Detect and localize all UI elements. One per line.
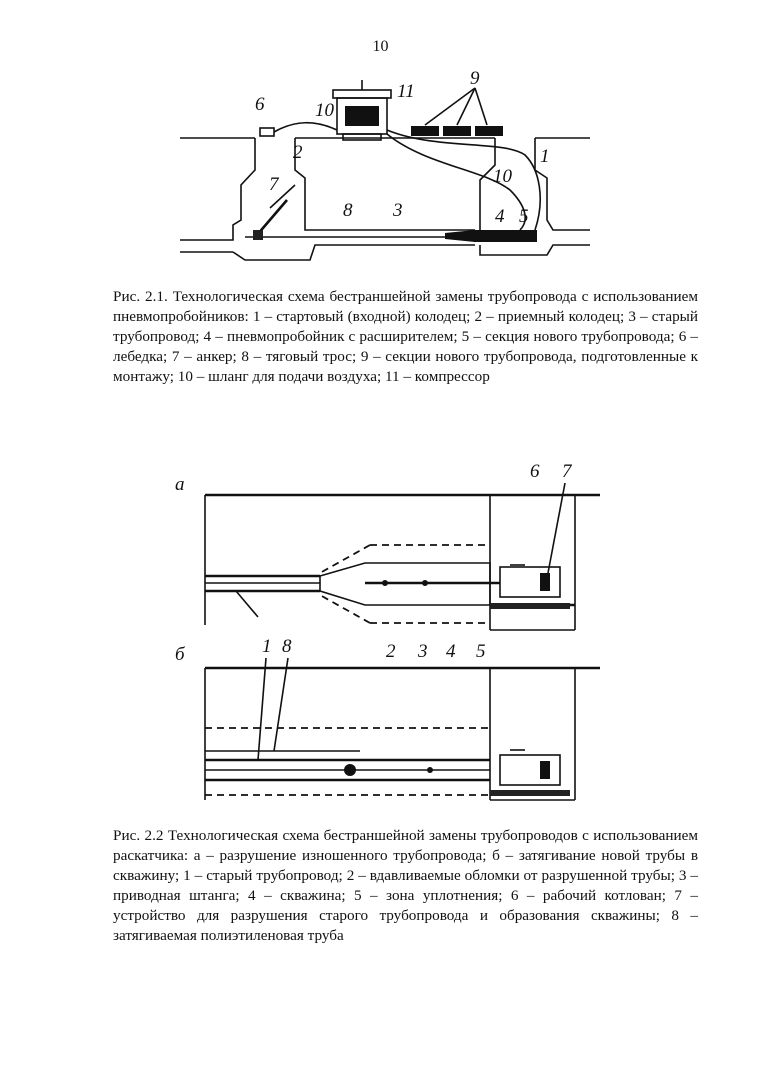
figure-1-label: 6 — [255, 94, 265, 115]
figure-1-label: 7 — [269, 174, 279, 195]
figure-1-label: 8 — [343, 200, 353, 221]
figure-1-label: 11 — [397, 81, 415, 102]
figure-2a-label: 7 — [562, 461, 572, 482]
figure-1-label: 3 — [393, 200, 403, 221]
figure-1-label: 10 — [493, 166, 512, 187]
figure-2a-label: 4 — [446, 641, 456, 662]
figure-2a-label: 5 — [476, 641, 486, 662]
figure-2-1-diagram — [175, 70, 595, 270]
figure-1-label: 9 — [470, 70, 480, 89]
figure-1-label: 2 — [293, 142, 303, 163]
panel-a-label: а — [175, 474, 185, 495]
figure-2-2-diagram — [170, 455, 610, 815]
figure-2a-label: 3 — [418, 641, 428, 662]
page-number: 10 — [372, 38, 389, 55]
figure-2-1-caption: Рис. 2.1. Технологическая схема бестраншейной замены трубопровода с использованием пневмопробойников: 1 – стартовый (входной) колодец; 2 – приемный колодец; 3 – старый трубопровод; 4 – пневмопробойник с расширителем; 5 – секция нового трубопровода; 6 – лебедка; 7 – анкер; 8 – тяговый трос; 9 – секции нового трубопровода, подготовленные к монтажу; 10 – шланг для подачи воздуха; 11 – компрессор — [113, 288, 698, 385]
figure-1-label: 10 — [315, 100, 334, 121]
figure-1-label: 4 — [495, 206, 505, 227]
figure-1-label: 5 — [519, 206, 529, 227]
figure-1-label: 1 — [540, 146, 550, 167]
figure-2b-label: 1 — [262, 636, 272, 657]
figure-2b-label: 8 — [282, 636, 292, 657]
figure-2a-label: 2 — [386, 641, 396, 662]
figure-2a-label: 6 — [530, 461, 540, 482]
figure-2-2-caption: Рис. 2.2 Технологическая схема бестраншейной замены трубопроводов с использованием раскатчика: а – разрушение изношенного трубопровода; б – затягивание новой трубы в скважину; 1 – старый трубопровод; 2 – вдавливаемые обломки от разрушенной трубы; 3 – приводная штанга; 4 – скважина; 5 – зона уплотнения; 6 – рабочий котлован; 7 – устройство для разрушения старого трубопровода и образования скважины; 8 – затягиваемая полиэтиленовая труба — [113, 827, 698, 944]
panel-b-label: б — [175, 644, 185, 665]
